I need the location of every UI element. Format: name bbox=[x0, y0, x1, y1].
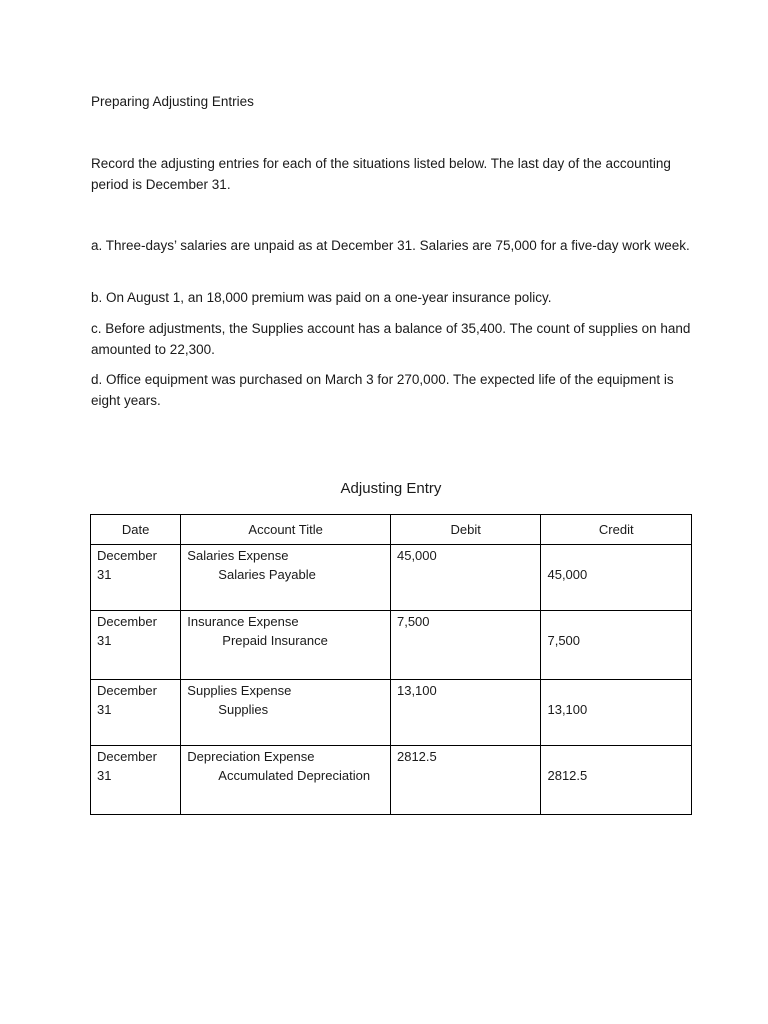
adjusting-entry-table bbox=[90, 514, 692, 815]
credit-amount: 45,000 bbox=[547, 567, 588, 582]
situation-a: a. Three-days’ salaries are unpaid as at December 31. Salaries are 75,000 for a five-day work week. bbox=[91, 238, 690, 253]
table-title: Adjusting Entry bbox=[340, 480, 442, 497]
credit-amount: 2812.5 bbox=[547, 768, 588, 783]
account-cell bbox=[181, 680, 391, 746]
credit-amount: 7,500 bbox=[547, 633, 581, 648]
credit-account: Accumulated Depreciation bbox=[218, 768, 371, 783]
account-cell bbox=[181, 611, 391, 680]
instructions-paragraph: Record the adjusting entries for each of the situations listed below. The last day of the accounting period is December 31. bbox=[91, 156, 671, 192]
credit-cell bbox=[541, 545, 692, 611]
situation-b: b. On August 1, an 18,000 premium was paid on a one-year insurance policy. bbox=[91, 290, 552, 305]
table-header-row bbox=[91, 515, 692, 545]
credit-cell bbox=[541, 680, 692, 746]
situation-d: d. Office equipment was purchased on March 3 for 270,000. The expected life of the equipment is eight years. bbox=[91, 372, 674, 408]
debit-account: Depreciation Expense bbox=[187, 749, 315, 764]
situation-c: c. Before adjustments, the Supplies account has a balance of 35,400. The count of supplies on hand amounted to 22,300. bbox=[91, 321, 691, 357]
date-cell: December 31 bbox=[91, 611, 181, 680]
credit-account: Salaries Payable bbox=[218, 567, 316, 582]
account-cell bbox=[181, 746, 391, 815]
account-cell bbox=[181, 545, 391, 611]
credit-account: Supplies bbox=[218, 702, 269, 717]
credit-account: Prepaid Insurance bbox=[222, 633, 328, 648]
table-row bbox=[91, 680, 692, 746]
table-row bbox=[91, 611, 692, 680]
header-debit: Debit bbox=[390, 515, 541, 545]
credit-cell bbox=[541, 611, 692, 680]
date-cell: December 31 bbox=[91, 545, 181, 611]
table-row bbox=[91, 545, 692, 611]
debit-cell: 45,000 bbox=[390, 545, 541, 611]
date-cell: December 31 bbox=[91, 680, 181, 746]
debit-cell: 13,100 bbox=[390, 680, 541, 746]
document-title: Preparing Adjusting Entries bbox=[91, 94, 254, 109]
header-account-title: Account Title bbox=[181, 515, 391, 545]
credit-cell bbox=[541, 746, 692, 815]
debit-account: Supplies Expense bbox=[187, 683, 292, 698]
table-row bbox=[91, 746, 692, 815]
credit-amount: 13,100 bbox=[547, 702, 588, 717]
date-cell: December 31 bbox=[91, 746, 181, 815]
debit-cell: 2812.5 bbox=[390, 746, 541, 815]
debit-account: Insurance Expense bbox=[187, 614, 299, 629]
debit-cell: 7,500 bbox=[390, 611, 541, 680]
header-credit: Credit bbox=[541, 515, 692, 545]
header-date: Date bbox=[91, 515, 181, 545]
debit-account: Salaries Expense bbox=[187, 548, 289, 563]
